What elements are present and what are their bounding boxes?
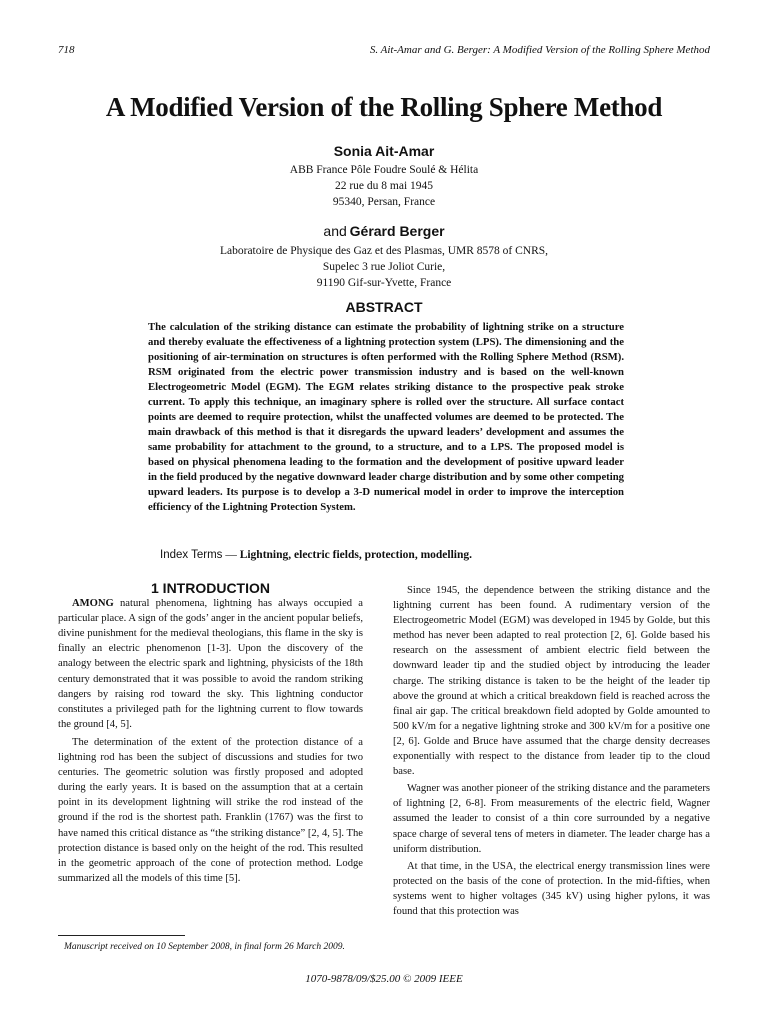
author-name: Gérard Berger [349,223,445,239]
paragraph [58,596,363,732]
abstract-text: The calculation of the striking distance can estimate the probability of lightning strike on a structure and thereby evaluate the effectiveness of a lightning protection system (LPS). The dimensioning and the positioning of air-termination on structures is often performed with the Rolling Sphere Method (RSM). RSM originated from the electric power transmission industry and is based on the well-known Electrogeometric Model (EGM). The EGM relates striking distance to the prospective peak stroke current. To apply this technique, an imaginary sphere is rolled over the structure. All surface contact points are deemed to require protection, whilst the unaffected volumes are deemed to be protected. The main drawback of this method is that it disregards the upward leaders’ development and assumes the same probability for attachment to the ground, to a structure, and to a LPS. The proposed model is based on physical phenomena leading to the formation and the development of positive upward leader in the field produced by the negative downward leader charge distribution and by some other competing upward leaders. Its purpose is to develop a 3-D numerical model in order to improve the interception efficiency of the Lightning Protection System. [148,321,624,513]
index-terms-separator: — [225,549,237,561]
abstract-heading: ABSTRACT [345,299,423,315]
page-number: 718 [58,44,75,56]
paragraph: The determination of the extent of the protection distance of a lightning rod has been the subject of discussions and studies for two centuries. The geometric solution was firstly proposed and adopted during the early years. It is based on the assumption that at a certain point in its development lightning will strike the rod instead of the ground if the rod is the shortest path. Franklin (1767) was the first to have named this critical distance as “the striking distance” [2, 4, 5]. The protection distance is based only on the height of the rod. This resulted in the geometric approach of the cone of protection method. Lodge summarized all the models of this time [5]. [58,736,363,884]
affiliation-line: 22 rue du 8 mai 1945 [334,180,434,192]
paragraph-text: natural phenomena, lightning has always occupied a particular place. A sign of the gods’ anger in the ancient popular beliefs, divine punishment for the medieval theologians, this flame in the sky is finally an electric phenomenon [1-3]. Upon the discovery of the analogy between the electric spark and lightning, physicists of the 18th century demonstrated that it was possible to avoid the random striking dangers by raising rod toward the sky. This lightning conductor constitutes a privileged path for the lightning current to flow towards the ground [4, 5]. [58,598,363,730]
index-terms [160,549,630,561]
author-block-1 [0,143,768,210]
right-column [393,583,710,919]
section-heading: 1 INTRODUCTION [151,580,270,596]
author-block-2 [0,223,768,291]
affiliation-line: Supelec 3 rue Joliot Curie, [322,261,446,273]
running-header [58,44,710,56]
paragraph: At that time, in the USA, the electrical energy transmission lines were protected on the basis of the cone of protection. In the mid-fifties, when systems went to higher voltages (345 kV) using higher pylons, it was found that this protection was [393,860,710,917]
index-terms-label: Index Terms [160,549,223,561]
author-conjunction: and [323,223,347,239]
footnote-rule [58,935,185,936]
affiliation-line: ABB France Pôle Foudre Soulé & Hélita [289,164,479,176]
copyright-line: 1070-9878/09/$25.00 © 2009 IEEE [305,973,463,985]
left-column [58,581,363,886]
affiliation-line: 91190 Gif-sur-Yvette, France [316,277,452,289]
affiliation-line: 95340, Persan, France [332,196,436,208]
footnote: Manuscript received on 10 September 2008, in final form 26 March 2009. [64,942,345,952]
paper-title: A Modified Version of the Rolling Sphere Method [105,92,663,122]
running-title: S. Ait-Amar and G. Berger: A Modified Version of the Rolling Sphere Method [369,44,710,56]
author-name: Sonia Ait-Amar [333,143,435,159]
index-terms-text: Lightning, electric fields, protection, modelling. [239,549,473,561]
affiliation-line: Laboratoire de Physique des Gaz et des Plasmas, UMR 8578 of CNRS, [219,245,549,257]
lead-word: AMONG [72,598,114,610]
paragraph: Wagner was another pioneer of the striking distance and the parameters of lightning [2, 6-8]. From measurements of the electric field, Wagner assumed the leader to consist of a thin core surrounded by a negative space charge of several tens of meters in diameter. The leader charge has a uniform distribution. [393,783,710,855]
paragraph: Since 1945, the dependence between the striking distance and the lightning current has been found. A rudimentary version of the Electrogeometric Model (EGM) was developed in 1945 by Golde, but this method has never been adapted to real protection [2, 6]. Golde based his research on the assessment of ambient electric field between the downward leader tip and the studied object by introducing the leader charge. The striking distance is taken to be the height of the leader tip above the ground at which a critical breakdown field is reached across the final air gap. The critical breakdown field adopted by Golde amounted to 500 kV/m for a negative lightning stroke and 300 kV/m for a positive one [2, 6]. Golde and Bruce have assumed that the charge density decreases exponentially with respect to the distance from leader tip to the cloud base. [393,585,710,778]
